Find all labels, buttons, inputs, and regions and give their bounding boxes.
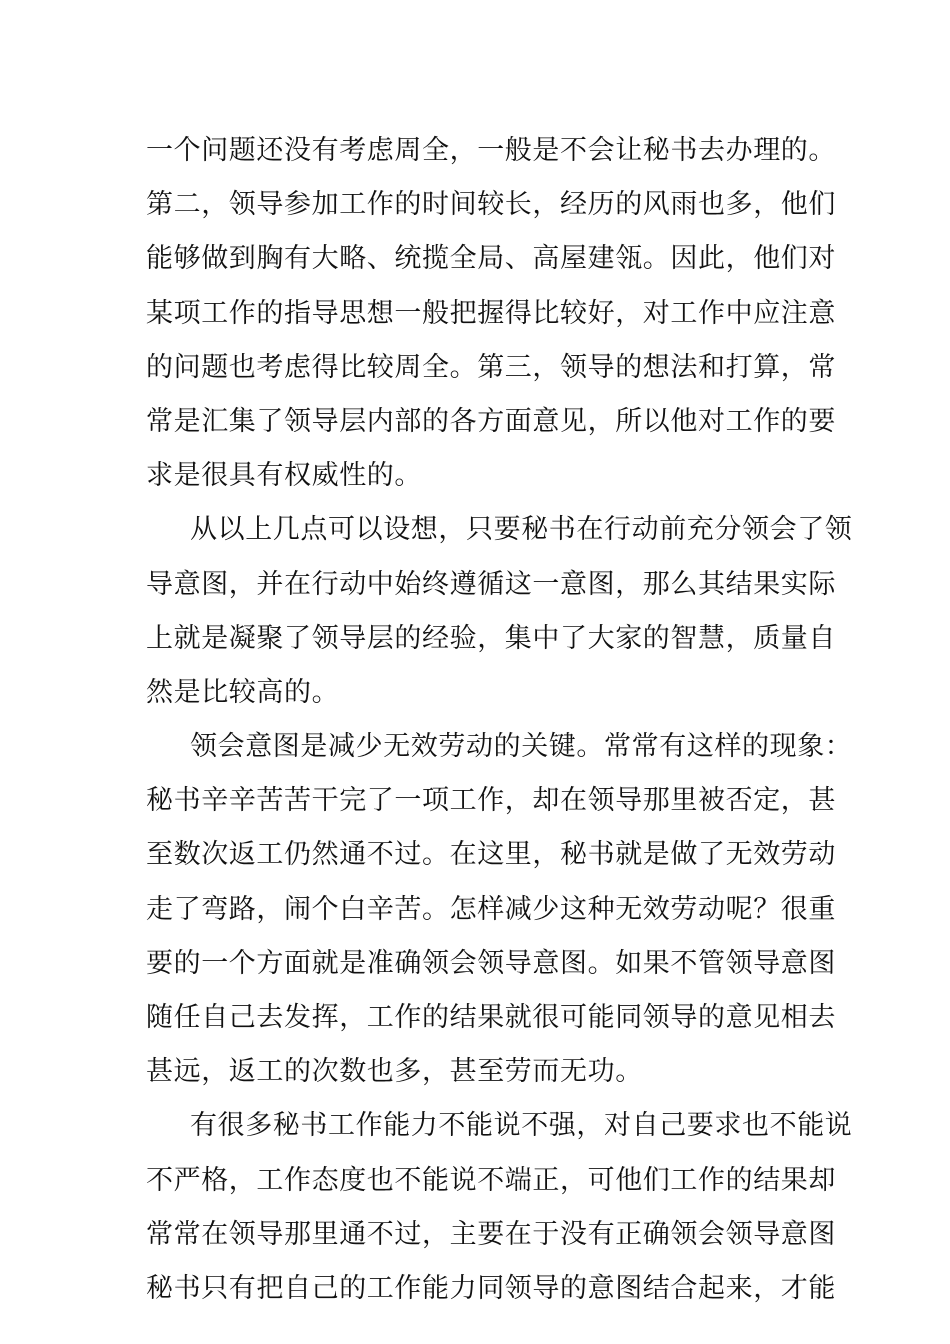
text-line-20: 不严格，工作态度也不能说不端正，可他们工作的结果却 xyxy=(146,1164,836,1196)
text-line-14: 至数次返工仍然通不过。在这里，秘书就是做了无效劳动 xyxy=(146,839,836,871)
text-line-13: 秘书辛辛苦苦干完了一项工作，却在领导那里被否定，甚 xyxy=(146,785,836,817)
text-line-11: 然是比较高的。 xyxy=(146,676,340,708)
text-line-21: 常常在领导那里通不过，主要在于没有正确领会领导意图 xyxy=(146,1218,836,1250)
text-line-3: 能够做到胸有大略、统揽全局、高屋建瓴。因此，他们对 xyxy=(146,243,836,275)
text-line-22: 秘书只有把自己的工作能力同领导的意图结合起来，才能 xyxy=(146,1272,836,1304)
text-line-12: 领会意图是减少无效劳动的关键。常常有这样的现象： xyxy=(190,731,853,763)
text-line-2: 第二，领导参加工作的时间较长，经历的风雨也多，他们 xyxy=(146,189,836,221)
text-line-10: 上就是凝聚了领导层的经验，集中了大家的智慧，质量自 xyxy=(146,622,836,654)
text-line-18: 甚远，返工的次数也多，甚至劳而无功。 xyxy=(146,1056,643,1088)
body-text xyxy=(146,124,853,1316)
text-line-7: 求是很具有权威性的。 xyxy=(146,460,422,492)
text-line-15: 走了弯路，闹个白辛苦。怎样减少这种无效劳动呢？很重 xyxy=(146,893,836,925)
text-line-4: 某项工作的指导思想一般把握得比较好，对工作中应注意 xyxy=(146,297,836,329)
text-line-1: 一个问题还没有考虑周全，一般是不会让秘书去办理的。 xyxy=(146,135,836,166)
text-line-16: 要的一个方面就是准确领会领导意图。如果不管领导意图 xyxy=(146,947,836,979)
text-line-17: 随任自己去发挥，工作的结果就很可能同领导的意见相去 xyxy=(146,1002,836,1033)
text-line-6: 常是汇集了领导层内部的各方面意见，所以他对工作的要 xyxy=(146,405,836,437)
text-line-8: 从以上几点可以设想，只要秘书在行动前充分领会了领 xyxy=(190,514,853,546)
text-line-9: 导意图，并在行动中始终遵循这一意图，那么其结果实际 xyxy=(146,568,836,600)
text-line-19: 有很多秘书工作能力不能说不强，对自己要求也不能说 xyxy=(190,1110,853,1142)
text-line-5: 的问题也考虑得比较周全。第三，领导的想法和打算，常 xyxy=(146,351,836,383)
